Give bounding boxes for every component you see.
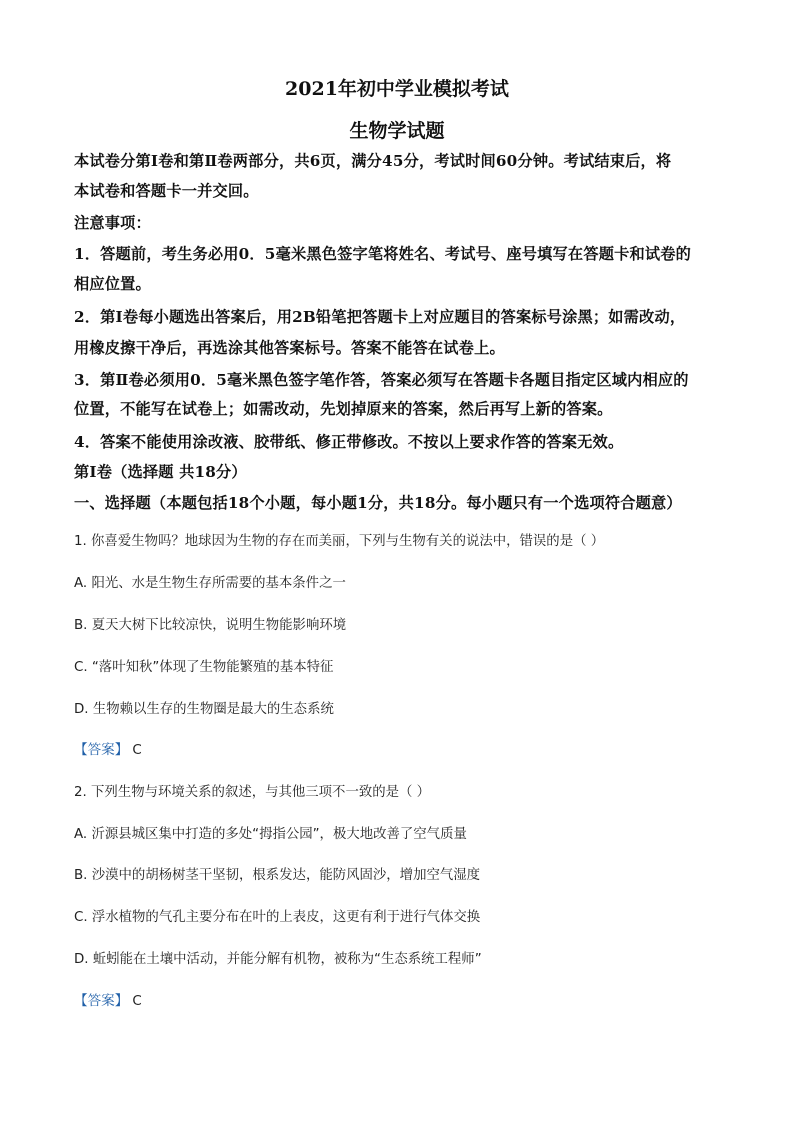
answer-label: 【答案】: [74, 993, 129, 1009]
intro-line-2: 本试卷和答题卡一并交回。: [74, 182, 259, 200]
note-1-line-a: 1．答题前，考生务必用0．5毫米黑色签字笔将姓名、考试号、座号填写在答题卡和试卷的: [74, 245, 692, 263]
note-4: 4．答案不能使用涂改液、胶带纸、修正带修改。不按以上要求作答的答案无效。: [74, 433, 624, 451]
exam-subtitle: 生物学试题: [349, 120, 445, 142]
note-3-line-b: 位置，不能写在试卷上；如需改动，先划掉原来的答案，然后再写上新的答案。: [74, 400, 613, 418]
question-2-stem: 2. 下列生物与环境关系的叙述，与其他三项不一致的是（ ）: [74, 785, 431, 800]
question-1-option-d: D. 生物赖以生存的生物圈是最大的生态系统: [74, 702, 334, 717]
part-1-heading: 第Ⅰ卷（选择题 共18分）: [74, 463, 247, 481]
question-2-answer: [74, 989, 142, 1009]
note-2-line-a: 2．第Ⅰ卷每小题选出答案后，用2B铅笔把答题卡上对应题目的答案标号涂黑；如需改动，: [74, 308, 686, 326]
question-2-option-d: D. 蚯蚓能在土壤中活动，并能分解有机物，被称为“生态系统工程师”: [74, 952, 482, 967]
intro-line-1: 本试卷分第Ⅰ卷和第Ⅱ卷两部分，共6页，满分45分，考试时间60分钟。考试结束后，将: [74, 152, 672, 170]
question-1-answer: [74, 738, 142, 758]
note-3-line-a: 3．第Ⅱ卷必须用0．5毫米黑色签字笔作答，答案必须写在答题卡各题目指定区域内相应的: [74, 371, 689, 389]
exam-title: 2021年初中学业模拟考试: [285, 78, 509, 100]
question-2-option-c: C. 浮水植物的气孔主要分布在叶的上表皮，这更有利于进行气体交换: [74, 910, 481, 925]
question-2-option-a: A. 沂源县城区集中打造的多处“拇指公园”，极大地改善了空气质量: [74, 827, 467, 842]
question-1-option-c: C. “落叶知秋”体现了生物能繁殖的基本特征: [74, 660, 334, 675]
answer-value: C: [132, 743, 142, 758]
answer-label: 【答案】: [74, 742, 129, 758]
question-2-option-b: B. 沙漠中的胡杨树茎干坚韧，根系发达，能防风固沙，增加空气湿度: [74, 868, 481, 883]
note-2-line-b: 用橡皮擦干净后，再选涂其他答案标号。答案不能答在试卷上。: [74, 339, 505, 357]
notes-heading: 注意事项：: [74, 214, 151, 232]
answer-value: C: [132, 994, 142, 1009]
section-1-heading: 一、选择题（本题包括18个小题，每小题1分，共18分。每小题只有一个选项符合题意）: [74, 494, 682, 512]
question-1-option-a: A. 阳光、水是生物生存所需要的基本条件之一: [74, 576, 346, 591]
note-1-line-b: 相应位置。: [74, 275, 151, 293]
question-1-stem: 1. 你喜爱生物吗？地球因为生物的存在而美丽，下列与生物有关的说法中，错误的是（ ）: [74, 534, 605, 549]
question-1-option-b: B. 夏天大树下比较凉快，说明生物能影响环境: [74, 618, 347, 633]
